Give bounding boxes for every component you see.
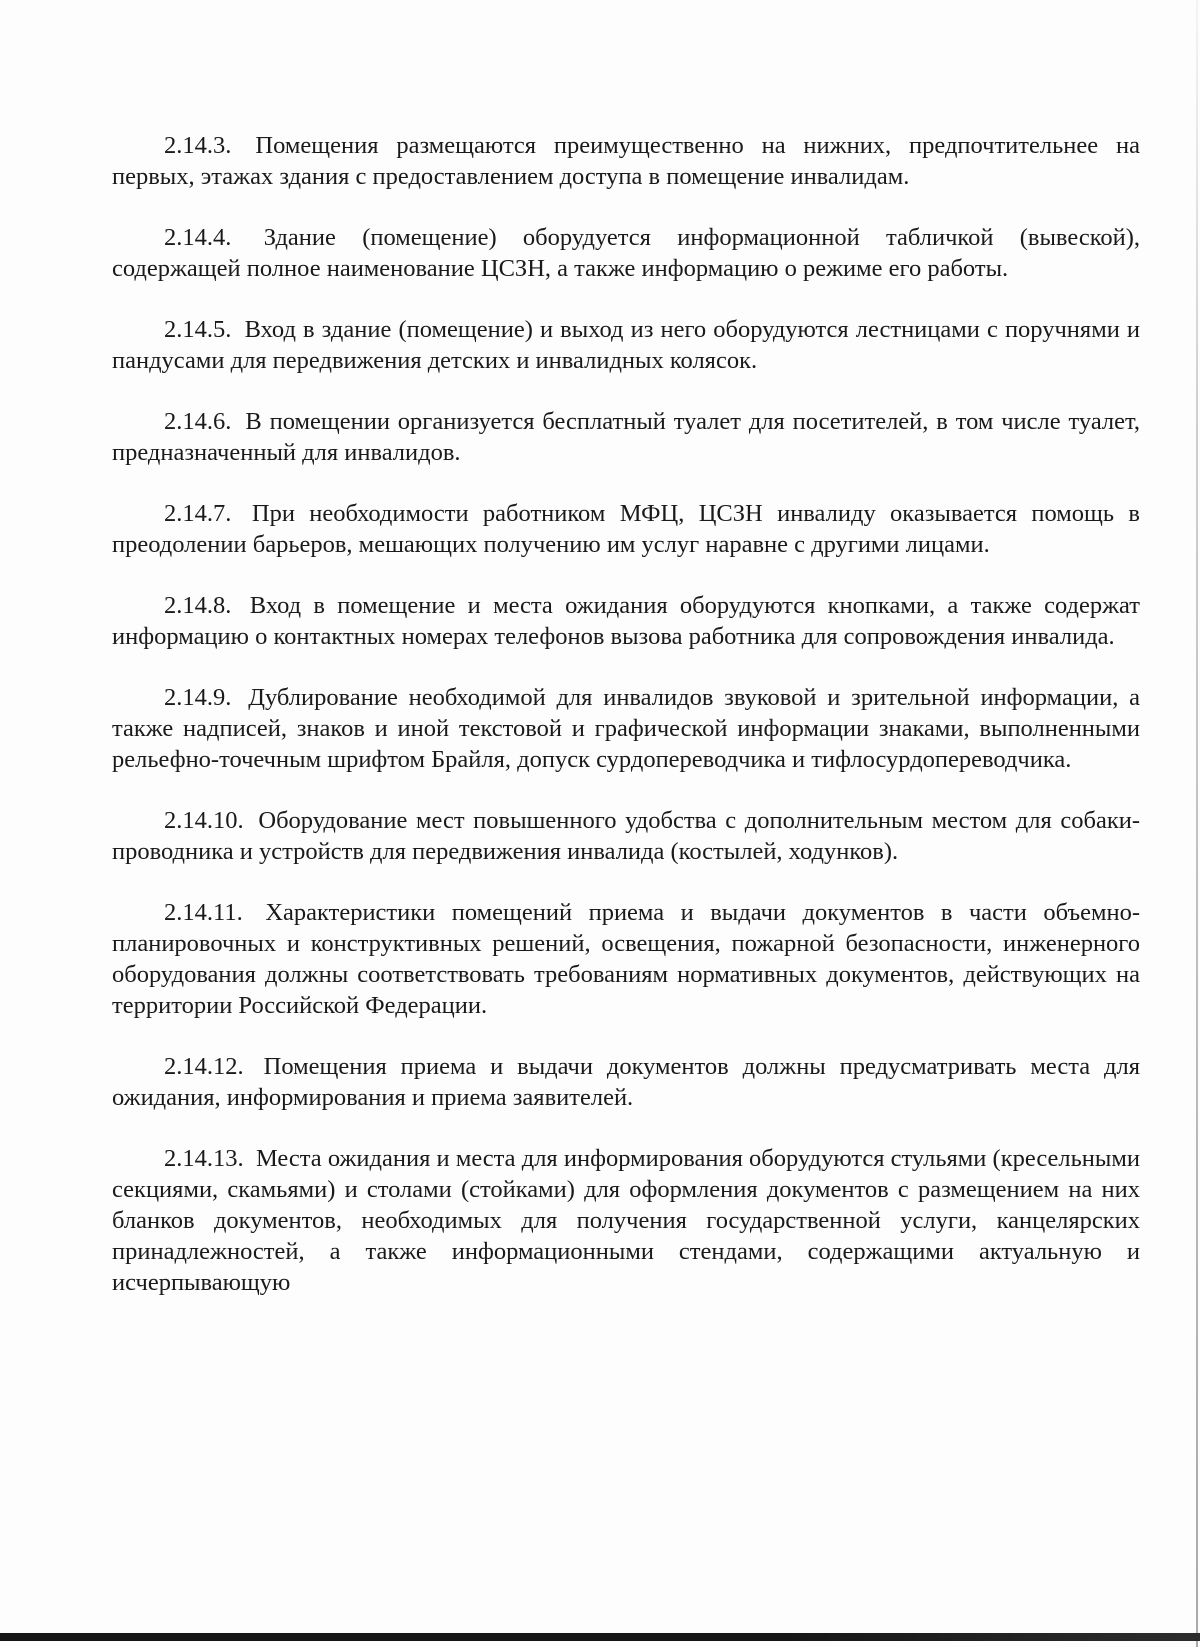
paragraph-2-14-11 [112,897,1140,1021]
paragraph-2-14-5 [112,314,1140,376]
paragraph-text: Вход в помещение и места ожидания оборудуются кнопками, а также содержат информацию о контактных номерах телефонов вызова работника для сопровождения инвалида. [112,592,1141,650]
paragraph-text: Места ожидания и места для информирования оборудуются стульями (кресельными секциями, скамьями) и столами (стойками) для оформления документов с размещением на них бланков документов, необходимых для получения государственной услуги, канцелярских принадлежностей, а также информационными стендами, содержащими актуальную и исчерпывающую [112,1145,1140,1296]
paragraph-text: Помещения приема и выдачи документов должны предусматривать места для ожидания, информирования и приема заявителей. [112,1053,1140,1111]
scan-bottom-edge-shade [780,1633,1200,1641]
paragraph-number: 2.14.7. [164,500,232,527]
paragraph-number: 2.14.13. [164,1145,244,1172]
paragraph-number: 2.14.10. [164,807,244,834]
paragraph-number: 2.14.11. [164,899,243,926]
paragraph-text: Здание (помещение) оборудуется информационной табличкой (вывеской), содержащей полное наименование ЦСЗН, а также информацию о режиме его работы. [112,224,1140,282]
paragraph-text: При необходимости работником МФЦ, ЦСЗН инвалиду оказывается помощь в преодолении барьеров, мешающих получению им услуг наравне с другими лицами. [112,500,1140,558]
paragraph-2-14-3 [112,130,1140,192]
paragraph-2-14-8 [112,590,1140,652]
paragraph-2-14-12 [112,1051,1140,1113]
paragraph-2-14-4 [112,222,1140,284]
scan-right-edge [1196,0,1198,1647]
paragraph-number: 2.14.9. [164,684,232,711]
paragraph-number: 2.14.5. [164,316,232,343]
paragraph-2-14-9 [112,682,1140,775]
paragraph-text: Оборудование мест повышенного удобства с дополнительным местом для собаки-проводника и устройств для передвижения инвалида (костылей, ходунков). [112,807,1141,865]
paragraph-number: 2.14.12. [164,1053,244,1080]
paragraph-text: Вход в здание (помещение) и выход из него оборудуются лестницами с поручнями и пандусами для передвижения детских и инвалидных колясок. [112,316,1141,374]
paragraph-number: 2.14.8. [164,592,232,619]
paragraph-2-14-7 [112,498,1140,560]
paragraph-number: 2.14.3. [164,132,232,159]
document-body [112,130,1140,1298]
paragraph-2-14-13 [112,1143,1140,1298]
paragraph-2-14-6 [112,406,1140,468]
paragraph-text: Характеристики помещений приема и выдачи документов в части объемно-планировочных и конструктивных решений, освещения, пожарной безопасности, инженерного оборудования должны соответствовать требованиям нормативных документов, действующих на территории Российской Федерации. [112,899,1141,1019]
paragraph-text: Дублирование необходимой для инвалидов звуковой и зрительной информации, а также надписей, знаков и иной текстовой и графической информации знаками, выполненными рельефно-точечным шрифтом Брайля, допуск сурдопереводчика и тифлосурдопереводчика. [112,684,1140,773]
paragraph-number: 2.14.4. [164,224,232,251]
paragraph-2-14-10 [112,805,1140,867]
paragraph-text: В помещении организуется бесплатный туалет для посетителей, в том числе туалет, предназначенный для инвалидов. [112,408,1141,466]
paragraph-number: 2.14.6. [164,408,232,435]
paragraph-text: Помещения размещаются преимущественно на нижних, предпочтительнее на первых, этажах здания с предоставлением доступа в помещение инвалидам. [112,132,1140,190]
